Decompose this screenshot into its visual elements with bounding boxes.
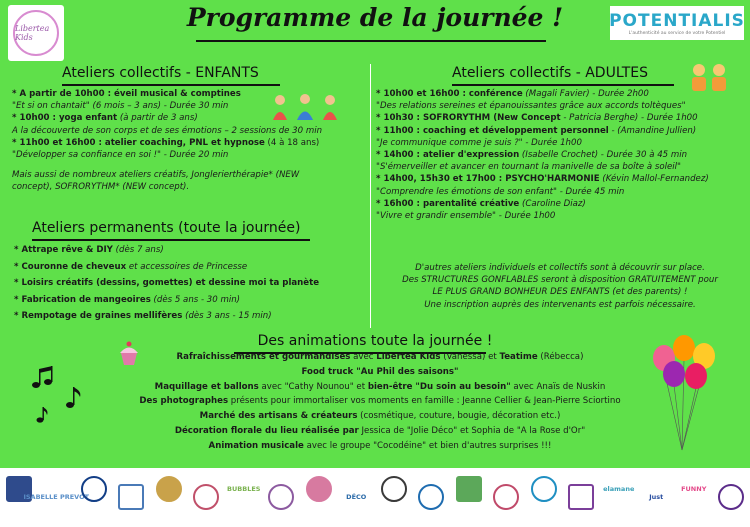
adultes-note-2: Des STRUCTURES GONFLABLES seront à disposition GRATUITEMENT pour [402, 275, 718, 286]
adultes-item-8 [376, 186, 746, 198]
animation-line [110, 409, 650, 424]
permanents-item-1-detail: et accessoires de Princesse [126, 261, 248, 272]
sponsor-logo-14-mark [493, 484, 519, 510]
adultes-item-7-detail: (Kévin Mallol-Fernandez) [599, 174, 709, 185]
permanents-item-4-main: * Rempotage de graines mellifères [14, 311, 183, 321]
sponsor-logo-13-mark [456, 476, 482, 502]
animation-line-part: Food truck "Au Phil des saisons" [301, 366, 459, 377]
sponsor-logo-funny [678, 474, 710, 504]
sponsor-logo-11 [378, 474, 410, 504]
potentialis-logo [610, 6, 744, 40]
sponsor-logo-15-mark [531, 476, 557, 502]
permanents-item-3-main: * Fabrication de mangeoires [14, 294, 151, 305]
sponsor-logos-strip [0, 468, 750, 527]
adultes-item-9-main: * 16h00 : parentalité créative [376, 198, 520, 209]
adultes-item-9 [376, 198, 746, 210]
enfants-item-3-detail: A la découverte de son corps et de ses émotions – 2 sessions de 30 min [12, 125, 323, 136]
adultes-item-7-main: * 14h00, 15h30 et 17h00 : PSYCHO'HARMONIE [376, 174, 600, 185]
sponsor-logo-5 [153, 474, 185, 504]
sponsor-logo-20 [716, 482, 748, 512]
animation-line-part: avec le groupe "Cocodéine" et bien d'autres surprises !!! [303, 440, 552, 451]
animations-list [110, 350, 650, 454]
animation-line-part: Libertea Kids [376, 352, 441, 362]
sponsor-logo-just [641, 482, 673, 512]
animation-line [110, 380, 650, 395]
adultes-title-underline [452, 84, 674, 86]
adultes-item-0-detail: (Magali Favier) - Durée 2h00 [522, 89, 649, 99]
sponsor-logo-funny-text: FUNNY [681, 485, 707, 493]
enfants-item-3 [12, 125, 367, 137]
sponsor-logo-6-mark [193, 484, 219, 510]
title-underline [196, 40, 546, 42]
sponsor-logo-14 [491, 482, 523, 512]
sponsor-logo-isabelle-text: ISABELLE PREVOT [23, 493, 90, 501]
enfants-item-1-detail: "Et si on chantait" (6 mois – 3 ans) - Durée 30 min [12, 101, 229, 112]
sponsor-logo-bubbles-text: BUBBLES [227, 485, 261, 493]
animations-section-title: Des animations toute la journée ! [257, 333, 493, 349]
sponsor-logo-12-mark [418, 484, 444, 510]
animation-line-part: (cosmétique, couture, bougie, décoration etc.) [357, 411, 561, 422]
permanents-item-2 [14, 275, 369, 292]
enfants-item-4-detail: (4 à 18 ans) [264, 137, 320, 148]
animation-line-part: Marché des artisans & créateurs [199, 411, 358, 422]
animation-line-part: avec "Cathy Nounou" et [258, 381, 368, 392]
adultes-item-5-main: * 14h00 : atelier d'expression [376, 150, 520, 161]
animation-line-part: Maquillage et ballons [154, 381, 259, 392]
animation-line-part: avec Anaïs de Nuskin [510, 381, 606, 392]
sponsor-logo-elamane [603, 474, 635, 504]
adultes-item-2 [376, 112, 746, 124]
adultes-item-4 [376, 137, 746, 149]
sponsor-logo-just-text: Just [649, 493, 664, 501]
adultes-item-4-detail: "Je communique comme je suis ?" - Durée 1h00 [376, 137, 582, 148]
animation-line [110, 394, 650, 409]
animation-line-part: Animation musicale [208, 440, 304, 451]
animation-line [110, 424, 650, 439]
adultes-item-6-detail: "S'émerveiller et avancer en tournant la manivelle de sa boîte à soleil" [376, 162, 681, 173]
adultes-item-8-detail: "Comprendre les émotions de son enfant" - Durée 45 min [376, 186, 625, 197]
animation-line-part: Rafraîchissements et gourmandises [176, 352, 351, 362]
adultes-item-10-detail: "Vivre et grandir ensemble" - Durée 1h00 [376, 211, 556, 222]
enfants-extra-1: Mais aussi de nombreux ateliers créatifs, Jonglerierthérapie* (NEW [12, 170, 300, 181]
enfants-extra-2: concept), SOFRORYTHM* (NEW concept). [12, 182, 190, 193]
adultes-item-0 [376, 88, 746, 100]
adultes-note-1: D'autres ateliers individuels et collectifs sont à découvrir sur place. [415, 263, 705, 273]
sponsor-logo-12 [416, 482, 448, 512]
adultes-item-0-main: * 10h00 et 16h00 : conférence [376, 89, 523, 99]
sponsor-logo-elamane-text: elamane [603, 485, 635, 493]
adultes-item-7 [376, 173, 746, 185]
permanents-item-4 [14, 308, 369, 325]
sponsor-logo-3-mark [81, 476, 107, 502]
sponsor-logo-3 [78, 474, 110, 504]
adultes-item-2-detail: - Patricia Berghe) - Durée 1h00 [560, 113, 698, 124]
adultes-item-5-detail: (Isabelle Crochet) - Durée 30 à 45 min [519, 150, 688, 161]
sponsor-logo-isabelle [23, 482, 90, 512]
enfants-item-2-main: * 10h00 : yoga enfant [12, 113, 118, 124]
sponsor-logo-16 [566, 482, 598, 512]
adultes-item-6 [376, 161, 746, 173]
sponsor-logo-deco [341, 482, 373, 512]
permanents-item-0-detail: (dès 7 ans) [112, 245, 164, 255]
animation-line [110, 439, 650, 454]
logo-right-tagline: L'authenticité au service de votre Potentiel [628, 30, 726, 36]
sponsor-logo-bubbles [228, 474, 260, 504]
adultes-list [376, 88, 746, 222]
animation-line-part: Décoration florale du lieu réalisée par [174, 425, 359, 436]
animation-line-part: bien-être "Du soin au besoin" [367, 381, 511, 392]
animation-line-part: présents pour immortaliser vos moments en famille : Jeanne Cellier & Jean-Pierre Sciortino [228, 396, 621, 407]
sponsor-logo-9 [303, 474, 335, 504]
enfants-item-2-detail: (à partir de 3 ans) [117, 113, 198, 124]
enfants-item-1 [12, 100, 367, 112]
logo-left-text: Libertea Kids [15, 24, 50, 42]
music-notes-icon [30, 365, 94, 425]
permanents-item-3 [14, 292, 369, 309]
sponsor-logo-16-mark [568, 484, 594, 510]
sponsor-logo-5-mark [156, 476, 182, 502]
animation-line-part: Jessica de "Jolie Déco" et Sophia de "A la Rose d'Or" [358, 425, 586, 436]
sponsor-logo-8-mark [268, 484, 294, 510]
enfants-item-5 [12, 149, 367, 161]
enfants-item-4 [12, 137, 367, 149]
permanents-section-title: Ateliers permanents (toute la journée) [32, 220, 301, 236]
adultes-item-5 [376, 149, 746, 161]
permanents-item-2-main: * Loisirs créatifs (dessins, gomettes) et dessine moi ta planète [14, 278, 320, 288]
adultes-notes [376, 262, 744, 311]
sponsor-logo-4-mark [118, 484, 144, 510]
sponsor-logo-4 [116, 482, 148, 512]
permanents-item-0 [14, 242, 369, 259]
logo-right-brand: POTENTIALIS [609, 10, 745, 31]
adultes-item-3-main: * 11h00 : coaching et développement personnel [376, 125, 609, 136]
adultes-item-2-main: * 10h30 : SOFRORYTHM (New Concept [376, 113, 561, 124]
permanents-item-0-main: * Attrape rêve & DIY [14, 245, 113, 255]
sponsor-logo-8 [266, 482, 298, 512]
enfants-item-4-main: * 11h00 et 16h00 : atelier coaching, PNL et hypnose [12, 137, 265, 148]
column-divider [370, 64, 371, 328]
enfants-item-0-main: * A partir de 10h00 : éveil musical & comptines [12, 89, 241, 99]
animation-line-part: Teatime [499, 352, 538, 362]
sponsor-logo-6 [191, 482, 223, 512]
enfants-section-title: Ateliers collectifs - ENFANTS [62, 65, 259, 81]
permanents-item-1-main: * Couronne de cheveux [14, 261, 127, 272]
adultes-note-4: Une inscription auprès des intervenants est parfois nécessaire. [424, 299, 696, 310]
page-title: Programme de la journée ! [186, 3, 564, 32]
animation-line-part: Des photographes [139, 396, 229, 407]
enfants-item-5-detail: "Développer sa confiance en soi !" - Durée 20 min [12, 150, 229, 161]
enfants-item-0 [12, 88, 367, 100]
balloons-icon [644, 330, 724, 460]
sponsor-logo-9-mark [306, 476, 332, 502]
adultes-item-1-detail: "Des relations sereines et épanouissantes grâce aux accords toltèques" [376, 101, 686, 112]
sponsor-logo-11-mark [381, 476, 407, 502]
permanents-list [14, 242, 369, 325]
sponsor-logo-deco-text: DÉCO [346, 493, 367, 501]
adultes-item-3 [376, 125, 746, 137]
adultes-note-3: LE PLUS GRAND BONHEUR DES ENFANTS (et des parents) ! [432, 287, 688, 298]
permanents-item-1 [14, 259, 369, 276]
animation-line-part: (Vanessa) et [440, 352, 500, 362]
adultes-item-10 [376, 210, 746, 222]
animation-line-part: (Rébecca) [537, 352, 584, 362]
sponsor-logo-20-mark [718, 484, 744, 510]
adultes-section-title: Ateliers collectifs - ADULTES [452, 65, 648, 81]
animation-line-part: avec [350, 352, 377, 362]
sponsor-logo-13 [453, 474, 485, 504]
sponsor-logo-15 [528, 474, 560, 504]
permanents-title-underline [32, 239, 310, 241]
adultes-item-9-detail: (Caroline Diaz) [519, 198, 586, 209]
enfants-item-2 [12, 112, 367, 124]
animation-line [110, 365, 650, 380]
animation-line [110, 350, 650, 365]
adultes-item-3-detail: - (Amandine Jullien) [608, 125, 697, 136]
permanents-item-3-detail: (dès 5 ans - 30 min) [150, 294, 241, 305]
adultes-item-1 [376, 100, 746, 112]
permanents-item-4-detail: (dès 3 ans - 15 min) [182, 311, 272, 321]
enfants-list [12, 88, 367, 194]
spacer [12, 161, 367, 169]
enfants-title-underline [62, 84, 280, 86]
